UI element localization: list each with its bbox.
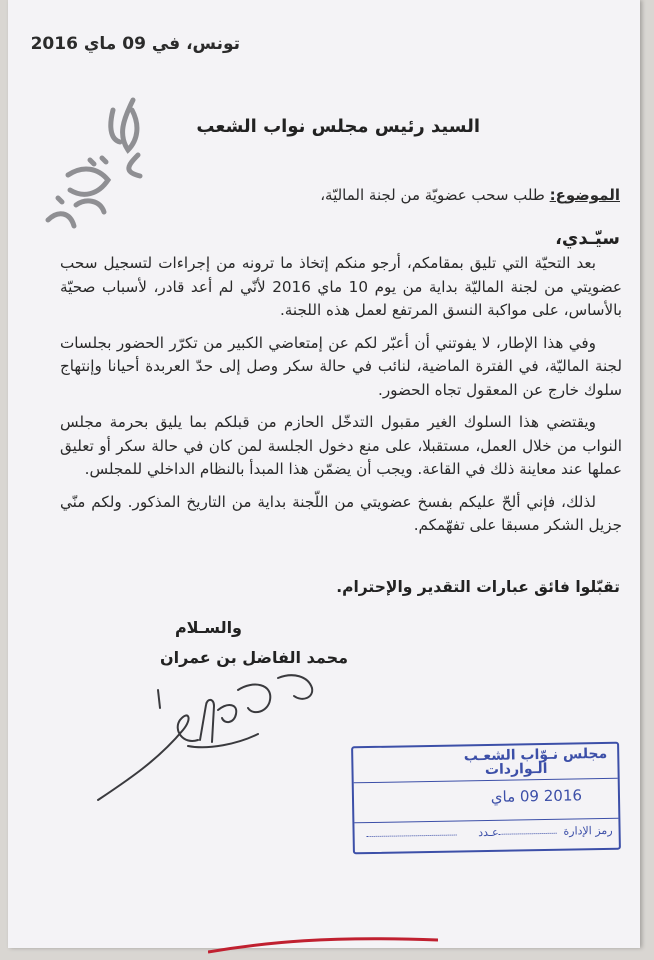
incoming-mail-stamp — [351, 742, 621, 855]
paragraph: لذلك، فإني ألحّ عليكم بفسخ عضويتي من اللّجنة بداية من التاريخ المذكور. ولكم منّي جزيل الشكر مسبقا على تفهّمكم. — [60, 492, 622, 534]
stamp-divider — [354, 818, 618, 824]
salutation: سيّـدي، — [555, 228, 620, 249]
paragraph: وفي هذا الإطار، لا يفوتني أن أعبّر لكم عن إمتعاضي الكبير من تكرّر الحضور بجلسات لجنة الماليّة، في الفترة الماضية، لنائب في حالة سكر وصل إلى حدّ العربدة أحيانا وإنتهاج سلوك خارج عن المعقول تجاه الحضور. — [60, 333, 622, 399]
stamp-code-label: رمز الإدارة — [563, 823, 613, 838]
letter-page — [8, 0, 640, 948]
handwritten-signature — [88, 650, 328, 810]
subject-line — [280, 186, 620, 204]
signer-name: محمد الفاضل بن عمران — [159, 648, 348, 667]
paragraph: ويقتضي هذا السلوك الغير مقبول التدخّل الحازم من قبلكم بما يليق بحرمة مجلس النواب من خلال العمل، مستقبلا، على منع دخول الجلسة لمن كان في حالة سكر أو تعليق عملها عند معاينة ذلك في القاعة. ويجب أن يضمّن هذا المبدأ بالنظام الداخلي للمجلس. — [60, 413, 622, 478]
paragraph: بعد التحيّة التي تليق بمقامكم، أرجو منكم إتخاذ ما ترونه من إجراءات لتسجيل سحب عضويتي من لجنة الماليّة بداية من يوم 10 ماي 2016 لأنّي لم أعد قادر، لأسباب صحيّة بالأساس، على مواكبة النسق المرتفع لعمل هذه اللجنة. — [60, 254, 622, 319]
subject-text: طلب سحب عضويّة من لجنة الماليّة، — [320, 186, 545, 204]
stamp-institution: مجلس نـوّاب الشعـب — [463, 745, 608, 765]
stamp-code-field — [499, 833, 557, 835]
closing-line: تقبّلوا فائق عبارات التقدير والإحترام. — [336, 578, 620, 596]
handwritten-annotation — [28, 80, 158, 240]
letter-date: تونس، في 09 ماي 2016 — [30, 34, 240, 54]
red-margin-mark — [208, 930, 438, 958]
addressee-heading: السيد رئيس مجلس نواب الشعب — [196, 116, 480, 137]
stamp-number-label: عـدد — [478, 825, 499, 840]
stamp-number-field — [367, 835, 457, 838]
stamp-incoming-label: الـواردات — [484, 760, 548, 779]
stamp-date: 2016 09 ماي — [490, 786, 583, 806]
subject-label: الموضوع: — [549, 186, 620, 204]
sign-off: والسـلام — [174, 618, 242, 637]
stamp-divider — [354, 778, 618, 784]
letter-body — [60, 252, 622, 547]
